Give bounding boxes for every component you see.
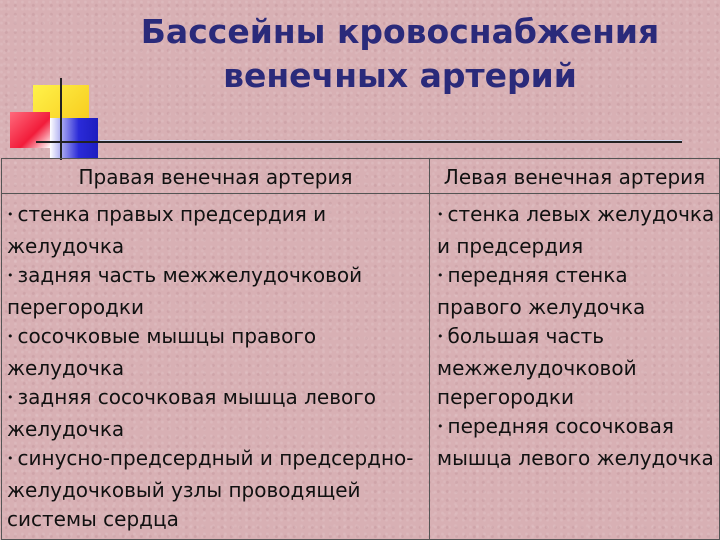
list-item-text: стенка левых желудочка и предсердия <box>437 202 715 258</box>
list-item <box>7 383 425 444</box>
list-item <box>437 322 715 412</box>
list-item <box>7 444 425 534</box>
left-artery-list <box>430 194 719 473</box>
title-underline <box>36 141 682 143</box>
slide-title-line2: венечных артерий <box>223 56 577 95</box>
list-item-text: передняя стенка правого желудочка <box>437 263 646 319</box>
column-header-left-artery-label: Левая венечная артерия <box>443 165 706 189</box>
column-header-right-artery-label: Правая венечная артерия <box>78 165 353 189</box>
right-artery-list <box>2 194 429 534</box>
list-item-text: сосочковые мышцы правого желудочка <box>7 324 317 380</box>
logo-red-square <box>10 112 50 148</box>
artery-table <box>1 158 720 540</box>
bullet-icon: • <box>437 330 444 343</box>
list-item <box>7 200 425 261</box>
left-artery-cell <box>430 194 720 540</box>
list-item <box>437 200 715 261</box>
bullet-icon: • <box>7 269 14 282</box>
slide-title-line1: Бассейны кровоснабжения <box>140 12 660 51</box>
bullet-icon: • <box>437 208 444 221</box>
list-item-text: синусно-предсердный и предсердно-желудочковый узлы проводящей системы сердца <box>7 446 414 531</box>
bullet-icon: • <box>7 208 14 221</box>
list-item-text: задняя часть межжелудочковой перегородки <box>7 263 363 319</box>
list-item-text: большая часть межжелудочковой перегородки <box>437 324 637 409</box>
column-header-right-artery <box>2 159 430 194</box>
list-item <box>7 261 425 322</box>
bullet-icon: • <box>7 330 14 343</box>
list-item-text: передняя сосочковая мышца левого желудочка <box>437 414 714 470</box>
list-item <box>437 412 715 473</box>
bullet-icon: • <box>437 420 444 433</box>
table-header-row <box>2 159 720 194</box>
slide-title <box>80 10 720 98</box>
column-header-left-artery <box>430 159 720 194</box>
list-item <box>437 261 715 322</box>
table-body-row <box>2 194 720 540</box>
logo-blue-square <box>50 118 98 158</box>
list-item-text: стенка правых предсердия и желудочка <box>7 202 327 258</box>
title-underline-highlight <box>100 140 682 141</box>
list-item-text: задняя сосочковая мышца левого желудочка <box>7 385 377 441</box>
bullet-icon: • <box>437 269 444 282</box>
list-item <box>7 322 425 383</box>
bullet-icon: • <box>7 452 14 465</box>
bullet-icon: • <box>7 391 14 404</box>
right-artery-cell <box>2 194 430 540</box>
logo-vertical-line <box>60 78 62 160</box>
